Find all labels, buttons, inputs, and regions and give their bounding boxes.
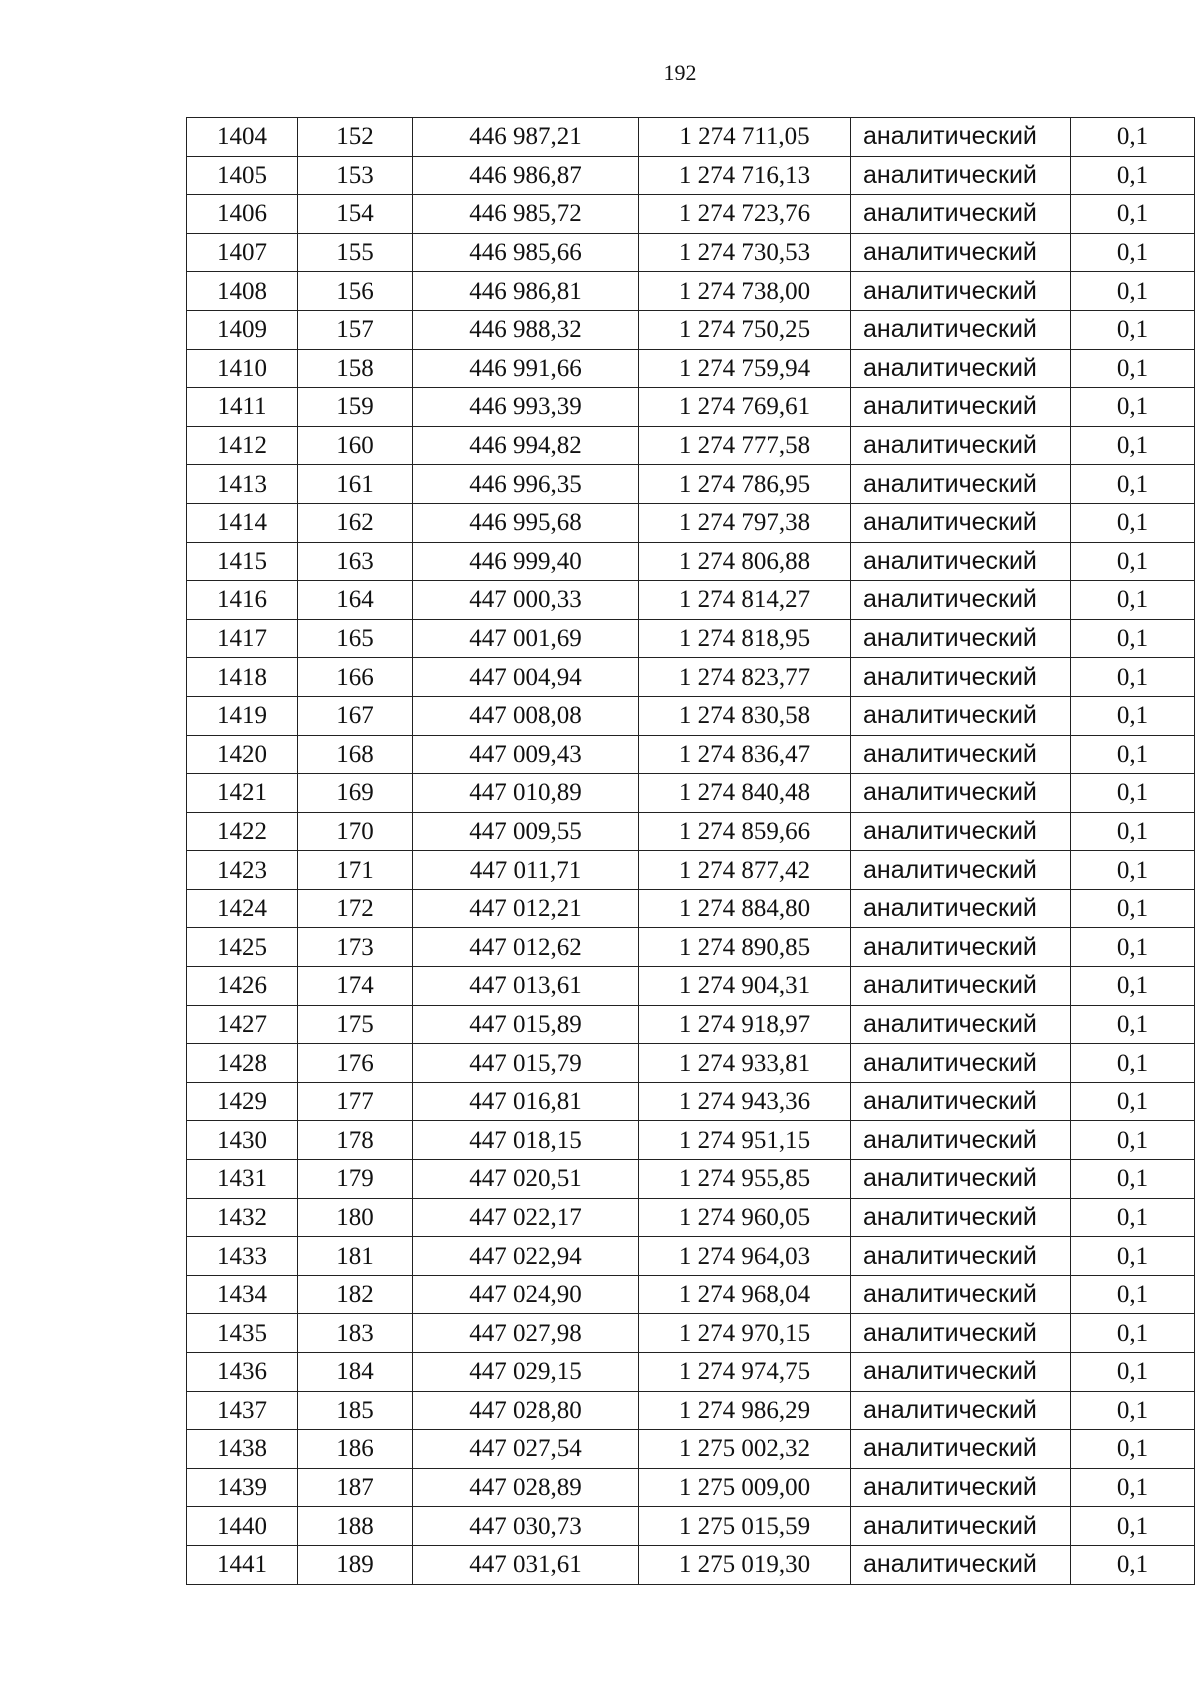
method-cell: аналитический bbox=[851, 233, 1071, 272]
table-row bbox=[187, 272, 1195, 311]
x-coordinate-cell: 446 994,82 bbox=[413, 426, 639, 465]
x-coordinate-cell: 446 986,81 bbox=[413, 272, 639, 311]
y-coordinate-cell: 1 274 840,48 bbox=[639, 774, 851, 813]
point-number-cell: 161 bbox=[298, 465, 413, 504]
point-number-cell: 160 bbox=[298, 426, 413, 465]
table-row bbox=[187, 503, 1195, 542]
point-number-cell: 154 bbox=[298, 195, 413, 234]
method-cell: аналитический bbox=[851, 349, 1071, 388]
method-cell: аналитический bbox=[851, 542, 1071, 581]
row-number-cell: 1431 bbox=[187, 1160, 298, 1199]
table-row bbox=[187, 774, 1195, 813]
y-coordinate-cell: 1 274 943,36 bbox=[639, 1082, 851, 1121]
y-coordinate-cell: 1 274 806,88 bbox=[639, 542, 851, 581]
table-row bbox=[187, 1160, 1195, 1199]
x-coordinate-cell: 447 008,08 bbox=[413, 696, 639, 735]
y-coordinate-cell: 1 274 750,25 bbox=[639, 310, 851, 349]
point-number-cell: 169 bbox=[298, 774, 413, 813]
row-number-cell: 1409 bbox=[187, 310, 298, 349]
row-number-cell: 1425 bbox=[187, 928, 298, 967]
point-number-cell: 170 bbox=[298, 812, 413, 851]
y-coordinate-cell: 1 274 964,03 bbox=[639, 1237, 851, 1276]
method-cell: аналитический bbox=[851, 503, 1071, 542]
precision-cell: 0,1 bbox=[1071, 1507, 1195, 1546]
point-number-cell: 172 bbox=[298, 889, 413, 928]
point-number-cell: 158 bbox=[298, 349, 413, 388]
y-coordinate-cell: 1 274 738,00 bbox=[639, 272, 851, 311]
y-coordinate-cell: 1 274 933,81 bbox=[639, 1044, 851, 1083]
row-number-cell: 1434 bbox=[187, 1275, 298, 1314]
precision-cell: 0,1 bbox=[1071, 851, 1195, 890]
y-coordinate-cell: 1 274 960,05 bbox=[639, 1198, 851, 1237]
y-coordinate-cell: 1 274 877,42 bbox=[639, 851, 851, 890]
row-number-cell: 1422 bbox=[187, 812, 298, 851]
table-row bbox=[187, 1198, 1195, 1237]
x-coordinate-cell: 447 022,94 bbox=[413, 1237, 639, 1276]
x-coordinate-cell: 447 011,71 bbox=[413, 851, 639, 890]
y-coordinate-cell: 1 274 823,77 bbox=[639, 658, 851, 697]
point-number-cell: 181 bbox=[298, 1237, 413, 1276]
point-number-cell: 162 bbox=[298, 503, 413, 542]
table-row bbox=[187, 1237, 1195, 1276]
method-cell: аналитический bbox=[851, 195, 1071, 234]
precision-cell: 0,1 bbox=[1071, 735, 1195, 774]
table-row bbox=[187, 581, 1195, 620]
coordinates-table bbox=[186, 117, 1195, 1585]
row-number-cell: 1415 bbox=[187, 542, 298, 581]
table-row bbox=[187, 1430, 1195, 1469]
precision-cell: 0,1 bbox=[1071, 581, 1195, 620]
point-number-cell: 177 bbox=[298, 1082, 413, 1121]
table-row bbox=[187, 619, 1195, 658]
precision-cell: 0,1 bbox=[1071, 503, 1195, 542]
x-coordinate-cell: 447 000,33 bbox=[413, 581, 639, 620]
table-row bbox=[187, 388, 1195, 427]
row-number-cell: 1423 bbox=[187, 851, 298, 890]
precision-cell: 0,1 bbox=[1071, 1044, 1195, 1083]
row-number-cell: 1408 bbox=[187, 272, 298, 311]
y-coordinate-cell: 1 274 986,29 bbox=[639, 1391, 851, 1430]
table-row bbox=[187, 889, 1195, 928]
y-coordinate-cell: 1 274 786,95 bbox=[639, 465, 851, 504]
x-coordinate-cell: 447 010,89 bbox=[413, 774, 639, 813]
x-coordinate-cell: 447 001,69 bbox=[413, 619, 639, 658]
point-number-cell: 173 bbox=[298, 928, 413, 967]
point-number-cell: 178 bbox=[298, 1121, 413, 1160]
point-number-cell: 159 bbox=[298, 388, 413, 427]
row-number-cell: 1439 bbox=[187, 1468, 298, 1507]
method-cell: аналитический bbox=[851, 1507, 1071, 1546]
row-number-cell: 1417 bbox=[187, 619, 298, 658]
row-number-cell: 1421 bbox=[187, 774, 298, 813]
row-number-cell: 1441 bbox=[187, 1545, 298, 1584]
precision-cell: 0,1 bbox=[1071, 272, 1195, 311]
precision-cell: 0,1 bbox=[1071, 542, 1195, 581]
row-number-cell: 1427 bbox=[187, 1005, 298, 1044]
method-cell: аналитический bbox=[851, 272, 1071, 311]
x-coordinate-cell: 447 029,15 bbox=[413, 1353, 639, 1392]
x-coordinate-cell: 447 015,79 bbox=[413, 1044, 639, 1083]
x-coordinate-cell: 446 999,40 bbox=[413, 542, 639, 581]
y-coordinate-cell: 1 274 814,27 bbox=[639, 581, 851, 620]
table-row bbox=[187, 233, 1195, 272]
point-number-cell: 185 bbox=[298, 1391, 413, 1430]
row-number-cell: 1418 bbox=[187, 658, 298, 697]
coordinates-table-body bbox=[187, 118, 1195, 1585]
table-row bbox=[187, 1468, 1195, 1507]
method-cell: аналитический bbox=[851, 581, 1071, 620]
y-coordinate-cell: 1 274 974,75 bbox=[639, 1353, 851, 1392]
point-number-cell: 163 bbox=[298, 542, 413, 581]
point-number-cell: 176 bbox=[298, 1044, 413, 1083]
y-coordinate-cell: 1 275 019,30 bbox=[639, 1545, 851, 1584]
point-number-cell: 188 bbox=[298, 1507, 413, 1546]
y-coordinate-cell: 1 274 797,38 bbox=[639, 503, 851, 542]
table-row bbox=[187, 851, 1195, 890]
y-coordinate-cell: 1 274 730,53 bbox=[639, 233, 851, 272]
method-cell: аналитический bbox=[851, 658, 1071, 697]
row-number-cell: 1407 bbox=[187, 233, 298, 272]
precision-cell: 0,1 bbox=[1071, 156, 1195, 195]
method-cell: аналитический bbox=[851, 1353, 1071, 1392]
row-number-cell: 1428 bbox=[187, 1044, 298, 1083]
row-number-cell: 1438 bbox=[187, 1430, 298, 1469]
precision-cell: 0,1 bbox=[1071, 1237, 1195, 1276]
method-cell: аналитический bbox=[851, 1160, 1071, 1199]
precision-cell: 0,1 bbox=[1071, 967, 1195, 1006]
table-row bbox=[187, 1121, 1195, 1160]
table-row bbox=[187, 696, 1195, 735]
table-row bbox=[187, 465, 1195, 504]
y-coordinate-cell: 1 274 955,85 bbox=[639, 1160, 851, 1199]
x-coordinate-cell: 447 030,73 bbox=[413, 1507, 639, 1546]
table-row bbox=[187, 1275, 1195, 1314]
method-cell: аналитический bbox=[851, 310, 1071, 349]
method-cell: аналитический bbox=[851, 388, 1071, 427]
precision-cell: 0,1 bbox=[1071, 1121, 1195, 1160]
x-coordinate-cell: 446 986,87 bbox=[413, 156, 639, 195]
point-number-cell: 157 bbox=[298, 310, 413, 349]
table-row bbox=[187, 735, 1195, 774]
row-number-cell: 1424 bbox=[187, 889, 298, 928]
method-cell: аналитический bbox=[851, 1237, 1071, 1276]
precision-cell: 0,1 bbox=[1071, 1468, 1195, 1507]
method-cell: аналитический bbox=[851, 1545, 1071, 1584]
precision-cell: 0,1 bbox=[1071, 696, 1195, 735]
x-coordinate-cell: 447 027,98 bbox=[413, 1314, 639, 1353]
row-number-cell: 1412 bbox=[187, 426, 298, 465]
precision-cell: 0,1 bbox=[1071, 1430, 1195, 1469]
row-number-cell: 1437 bbox=[187, 1391, 298, 1430]
method-cell: аналитический bbox=[851, 1275, 1071, 1314]
row-number-cell: 1436 bbox=[187, 1353, 298, 1392]
y-coordinate-cell: 1 274 716,13 bbox=[639, 156, 851, 195]
x-coordinate-cell: 446 988,32 bbox=[413, 310, 639, 349]
x-coordinate-cell: 446 987,21 bbox=[413, 118, 639, 157]
point-number-cell: 156 bbox=[298, 272, 413, 311]
table-row bbox=[187, 1005, 1195, 1044]
page-number: 192 bbox=[663, 60, 697, 85]
precision-cell: 0,1 bbox=[1071, 658, 1195, 697]
point-number-cell: 167 bbox=[298, 696, 413, 735]
x-coordinate-cell: 447 022,17 bbox=[413, 1198, 639, 1237]
precision-cell: 0,1 bbox=[1071, 118, 1195, 157]
table-row bbox=[187, 156, 1195, 195]
point-number-cell: 165 bbox=[298, 619, 413, 658]
point-number-cell: 166 bbox=[298, 658, 413, 697]
method-cell: аналитический bbox=[851, 889, 1071, 928]
point-number-cell: 179 bbox=[298, 1160, 413, 1199]
point-number-cell: 171 bbox=[298, 851, 413, 890]
table-row bbox=[187, 1044, 1195, 1083]
table-row bbox=[187, 542, 1195, 581]
point-number-cell: 180 bbox=[298, 1198, 413, 1237]
precision-cell: 0,1 bbox=[1071, 195, 1195, 234]
table-row bbox=[187, 426, 1195, 465]
method-cell: аналитический bbox=[851, 928, 1071, 967]
method-cell: аналитический bbox=[851, 156, 1071, 195]
y-coordinate-cell: 1 275 002,32 bbox=[639, 1430, 851, 1469]
precision-cell: 0,1 bbox=[1071, 1198, 1195, 1237]
precision-cell: 0,1 bbox=[1071, 1160, 1195, 1199]
table-row bbox=[187, 1082, 1195, 1121]
x-coordinate-cell: 447 018,15 bbox=[413, 1121, 639, 1160]
x-coordinate-cell: 446 993,39 bbox=[413, 388, 639, 427]
y-coordinate-cell: 1 275 009,00 bbox=[639, 1468, 851, 1507]
table-row bbox=[187, 195, 1195, 234]
table-row bbox=[187, 118, 1195, 157]
method-cell: аналитический bbox=[851, 1044, 1071, 1083]
precision-cell: 0,1 bbox=[1071, 1275, 1195, 1314]
y-coordinate-cell: 1 274 859,66 bbox=[639, 812, 851, 851]
row-number-cell: 1426 bbox=[187, 967, 298, 1006]
method-cell: аналитический bbox=[851, 1121, 1071, 1160]
precision-cell: 0,1 bbox=[1071, 1353, 1195, 1392]
x-coordinate-cell: 447 009,43 bbox=[413, 735, 639, 774]
y-coordinate-cell: 1 275 015,59 bbox=[639, 1507, 851, 1546]
x-coordinate-cell: 446 985,66 bbox=[413, 233, 639, 272]
point-number-cell: 186 bbox=[298, 1430, 413, 1469]
precision-cell: 0,1 bbox=[1071, 349, 1195, 388]
row-number-cell: 1413 bbox=[187, 465, 298, 504]
row-number-cell: 1404 bbox=[187, 118, 298, 157]
table-row bbox=[187, 1545, 1195, 1584]
point-number-cell: 183 bbox=[298, 1314, 413, 1353]
point-number-cell: 175 bbox=[298, 1005, 413, 1044]
point-number-cell: 189 bbox=[298, 1545, 413, 1584]
method-cell: аналитический bbox=[851, 1005, 1071, 1044]
row-number-cell: 1420 bbox=[187, 735, 298, 774]
x-coordinate-cell: 447 024,90 bbox=[413, 1275, 639, 1314]
point-number-cell: 182 bbox=[298, 1275, 413, 1314]
row-number-cell: 1405 bbox=[187, 156, 298, 195]
method-cell: аналитический bbox=[851, 426, 1071, 465]
y-coordinate-cell: 1 274 918,97 bbox=[639, 1005, 851, 1044]
x-coordinate-cell: 447 012,21 bbox=[413, 889, 639, 928]
x-coordinate-cell: 446 991,66 bbox=[413, 349, 639, 388]
y-coordinate-cell: 1 274 904,31 bbox=[639, 967, 851, 1006]
y-coordinate-cell: 1 274 759,94 bbox=[639, 349, 851, 388]
y-coordinate-cell: 1 274 711,05 bbox=[639, 118, 851, 157]
table-row bbox=[187, 812, 1195, 851]
row-number-cell: 1419 bbox=[187, 696, 298, 735]
x-coordinate-cell: 447 013,61 bbox=[413, 967, 639, 1006]
row-number-cell: 1432 bbox=[187, 1198, 298, 1237]
table-row bbox=[187, 310, 1195, 349]
x-coordinate-cell: 447 015,89 bbox=[413, 1005, 639, 1044]
method-cell: аналитический bbox=[851, 1314, 1071, 1353]
precision-cell: 0,1 bbox=[1071, 1545, 1195, 1584]
table-row bbox=[187, 928, 1195, 967]
y-coordinate-cell: 1 274 951,15 bbox=[639, 1121, 851, 1160]
method-cell: аналитический bbox=[851, 774, 1071, 813]
row-number-cell: 1435 bbox=[187, 1314, 298, 1353]
y-coordinate-cell: 1 274 836,47 bbox=[639, 735, 851, 774]
method-cell: аналитический bbox=[851, 1391, 1071, 1430]
precision-cell: 0,1 bbox=[1071, 889, 1195, 928]
row-number-cell: 1440 bbox=[187, 1507, 298, 1546]
row-number-cell: 1430 bbox=[187, 1121, 298, 1160]
y-coordinate-cell: 1 274 769,61 bbox=[639, 388, 851, 427]
y-coordinate-cell: 1 274 884,80 bbox=[639, 889, 851, 928]
row-number-cell: 1411 bbox=[187, 388, 298, 427]
precision-cell: 0,1 bbox=[1071, 1391, 1195, 1430]
precision-cell: 0,1 bbox=[1071, 388, 1195, 427]
point-number-cell: 184 bbox=[298, 1353, 413, 1392]
y-coordinate-cell: 1 274 818,95 bbox=[639, 619, 851, 658]
point-number-cell: 187 bbox=[298, 1468, 413, 1507]
y-coordinate-cell: 1 274 970,15 bbox=[639, 1314, 851, 1353]
precision-cell: 0,1 bbox=[1071, 465, 1195, 504]
point-number-cell: 153 bbox=[298, 156, 413, 195]
row-number-cell: 1410 bbox=[187, 349, 298, 388]
x-coordinate-cell: 447 027,54 bbox=[413, 1430, 639, 1469]
precision-cell: 0,1 bbox=[1071, 812, 1195, 851]
table-row bbox=[187, 1353, 1195, 1392]
method-cell: аналитический bbox=[851, 851, 1071, 890]
row-number-cell: 1406 bbox=[187, 195, 298, 234]
table-row bbox=[187, 658, 1195, 697]
x-coordinate-cell: 446 995,68 bbox=[413, 503, 639, 542]
precision-cell: 0,1 bbox=[1071, 774, 1195, 813]
table-row bbox=[187, 1391, 1195, 1430]
table-row bbox=[187, 1507, 1195, 1546]
row-number-cell: 1416 bbox=[187, 581, 298, 620]
method-cell: аналитический bbox=[851, 1198, 1071, 1237]
table-row bbox=[187, 1314, 1195, 1353]
point-number-cell: 155 bbox=[298, 233, 413, 272]
method-cell: аналитический bbox=[851, 465, 1071, 504]
row-number-cell: 1433 bbox=[187, 1237, 298, 1276]
point-number-cell: 164 bbox=[298, 581, 413, 620]
point-number-cell: 174 bbox=[298, 967, 413, 1006]
x-coordinate-cell: 446 996,35 bbox=[413, 465, 639, 504]
x-coordinate-cell: 447 004,94 bbox=[413, 658, 639, 697]
point-number-cell: 168 bbox=[298, 735, 413, 774]
precision-cell: 0,1 bbox=[1071, 928, 1195, 967]
method-cell: аналитический bbox=[851, 735, 1071, 774]
method-cell: аналитический bbox=[851, 118, 1071, 157]
x-coordinate-cell: 447 031,61 bbox=[413, 1545, 639, 1584]
x-coordinate-cell: 447 028,80 bbox=[413, 1391, 639, 1430]
method-cell: аналитический bbox=[851, 967, 1071, 1006]
precision-cell: 0,1 bbox=[1071, 1082, 1195, 1121]
precision-cell: 0,1 bbox=[1071, 310, 1195, 349]
method-cell: аналитический bbox=[851, 1082, 1071, 1121]
precision-cell: 0,1 bbox=[1071, 619, 1195, 658]
method-cell: аналитический bbox=[851, 812, 1071, 851]
x-coordinate-cell: 447 020,51 bbox=[413, 1160, 639, 1199]
y-coordinate-cell: 1 274 723,76 bbox=[639, 195, 851, 234]
precision-cell: 0,1 bbox=[1071, 426, 1195, 465]
row-number-cell: 1414 bbox=[187, 503, 298, 542]
x-coordinate-cell: 447 016,81 bbox=[413, 1082, 639, 1121]
x-coordinate-cell: 447 028,89 bbox=[413, 1468, 639, 1507]
table-row bbox=[187, 349, 1195, 388]
precision-cell: 0,1 bbox=[1071, 1314, 1195, 1353]
x-coordinate-cell: 446 985,72 bbox=[413, 195, 639, 234]
precision-cell: 0,1 bbox=[1071, 1005, 1195, 1044]
y-coordinate-cell: 1 274 968,04 bbox=[639, 1275, 851, 1314]
point-number-cell: 152 bbox=[298, 118, 413, 157]
y-coordinate-cell: 1 274 777,58 bbox=[639, 426, 851, 465]
x-coordinate-cell: 447 012,62 bbox=[413, 928, 639, 967]
y-coordinate-cell: 1 274 830,58 bbox=[639, 696, 851, 735]
method-cell: аналитический bbox=[851, 1430, 1071, 1469]
x-coordinate-cell: 447 009,55 bbox=[413, 812, 639, 851]
y-coordinate-cell: 1 274 890,85 bbox=[639, 928, 851, 967]
method-cell: аналитический bbox=[851, 619, 1071, 658]
method-cell: аналитический bbox=[851, 1468, 1071, 1507]
precision-cell: 0,1 bbox=[1071, 233, 1195, 272]
row-number-cell: 1429 bbox=[187, 1082, 298, 1121]
table-row bbox=[187, 967, 1195, 1006]
method-cell: аналитический bbox=[851, 696, 1071, 735]
